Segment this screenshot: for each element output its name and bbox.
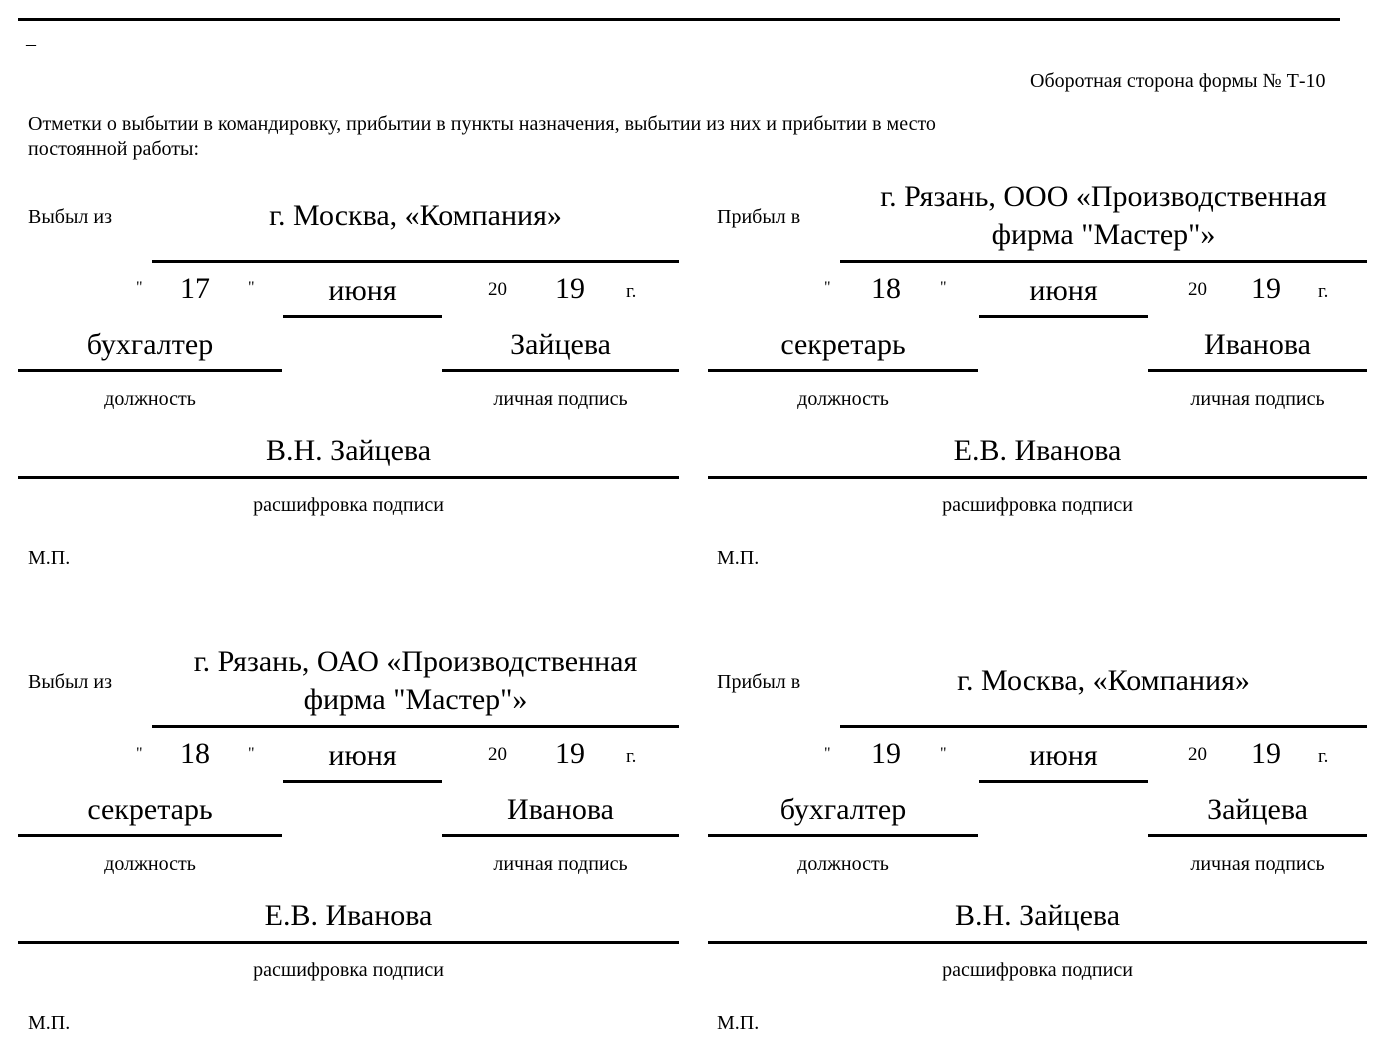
position-value: бухгалтер xyxy=(779,793,907,826)
position-line xyxy=(708,834,978,837)
place-line xyxy=(152,260,679,263)
signature-caption: личная подпись xyxy=(493,388,628,410)
quote-open: " xyxy=(824,279,831,296)
month-value: июня xyxy=(328,739,397,772)
year-suffix: г. xyxy=(626,746,637,767)
quote-close: " xyxy=(248,745,255,762)
month-value: июня xyxy=(1029,274,1098,307)
stamp-label: М.П. xyxy=(28,547,71,569)
place-line xyxy=(840,725,1367,728)
century-value: 20 xyxy=(488,744,507,765)
signature-line xyxy=(442,369,679,372)
position-caption: должность xyxy=(104,853,196,875)
stamp-label: М.П. xyxy=(717,547,760,569)
name-caption: расшифровка подписи xyxy=(253,959,444,981)
quote-open: " xyxy=(136,745,143,762)
signature-line xyxy=(442,834,679,837)
place-line xyxy=(840,260,1367,263)
position-line xyxy=(708,369,978,372)
quote-close: " xyxy=(940,279,947,296)
place-value: г. Рязань, ОАО «Производственная фирма "Мастер"» xyxy=(193,645,638,716)
block-label: Выбыл из xyxy=(28,671,112,693)
day-value: 19 xyxy=(871,737,901,770)
month-line xyxy=(979,780,1148,783)
quote-open: " xyxy=(824,745,831,762)
block-label: Выбыл из xyxy=(28,206,112,228)
full-name-line xyxy=(708,476,1367,479)
header-dash: – xyxy=(26,33,36,55)
quote-close: " xyxy=(940,745,947,762)
year-value: 19 xyxy=(555,737,585,770)
stamp-label: М.П. xyxy=(717,1012,760,1034)
position-caption: должность xyxy=(797,853,889,875)
month-value: июня xyxy=(1029,739,1098,772)
position-value: бухгалтер xyxy=(86,328,214,361)
signature-line xyxy=(1148,369,1367,372)
year-value: 19 xyxy=(1251,737,1281,770)
signature-value: Зайцева xyxy=(510,328,611,361)
full-name-line xyxy=(708,941,1367,944)
quote-open: " xyxy=(136,279,143,296)
block-label: Прибыл в xyxy=(717,206,801,228)
full-name-value: Е.В. Иванова xyxy=(264,899,433,932)
signature-caption: личная подпись xyxy=(493,853,628,875)
place-value: г. Рязань, ООО «Производственная фирма "Мастер"» xyxy=(880,180,1327,251)
year-suffix: г. xyxy=(626,281,637,302)
signature-value: Иванова xyxy=(1204,328,1311,361)
full-name-value: В.Н. Зайцева xyxy=(265,434,432,467)
century-value: 20 xyxy=(1188,279,1207,300)
full-name-value: Е.В. Иванова xyxy=(953,434,1122,467)
position-line xyxy=(18,834,282,837)
name-caption: расшифровка подписи xyxy=(942,494,1133,516)
full-name-value: В.Н. Зайцева xyxy=(954,899,1121,932)
stamp-label: М.П. xyxy=(28,1012,71,1034)
position-caption: должность xyxy=(104,388,196,410)
century-value: 20 xyxy=(1188,744,1207,765)
quote-close: " xyxy=(248,279,255,296)
month-line xyxy=(283,315,442,318)
month-value: июня xyxy=(328,274,397,307)
year-value: 19 xyxy=(1251,272,1281,305)
month-line xyxy=(979,315,1148,318)
place-value: г. Москва, «Компания» xyxy=(269,199,562,232)
full-name-line xyxy=(18,941,679,944)
day-value: 18 xyxy=(871,272,901,305)
century-value: 20 xyxy=(488,279,507,300)
signature-value: Иванова xyxy=(507,793,614,826)
year-value: 19 xyxy=(555,272,585,305)
signature-caption: личная подпись xyxy=(1190,388,1325,410)
block-label: Прибыл в xyxy=(717,671,801,693)
signature-caption: личная подпись xyxy=(1190,853,1325,875)
position-line xyxy=(18,369,282,372)
intro-text: Отметки о выбытии в командировку, прибытии в пункты назначения, выбытии из них и прибытии в место постоянной работы: xyxy=(28,113,936,160)
year-suffix: г. xyxy=(1318,746,1329,767)
form-title: Оборотная сторона формы № Т-10 xyxy=(1030,70,1326,92)
place-line xyxy=(152,725,679,728)
name-caption: расшифровка подписи xyxy=(253,494,444,516)
month-line xyxy=(283,780,442,783)
day-value: 18 xyxy=(180,737,210,770)
year-suffix: г. xyxy=(1318,281,1329,302)
full-name-line xyxy=(18,476,679,479)
position-value: секретарь xyxy=(87,793,213,826)
day-value: 17 xyxy=(180,272,210,305)
signature-value: Зайцева xyxy=(1207,793,1308,826)
place-value: г. Москва, «Компания» xyxy=(957,664,1250,697)
position-caption: должность xyxy=(797,388,889,410)
top-rule xyxy=(18,18,1340,21)
name-caption: расшифровка подписи xyxy=(942,959,1133,981)
signature-line xyxy=(1148,834,1367,837)
position-value: секретарь xyxy=(780,328,906,361)
